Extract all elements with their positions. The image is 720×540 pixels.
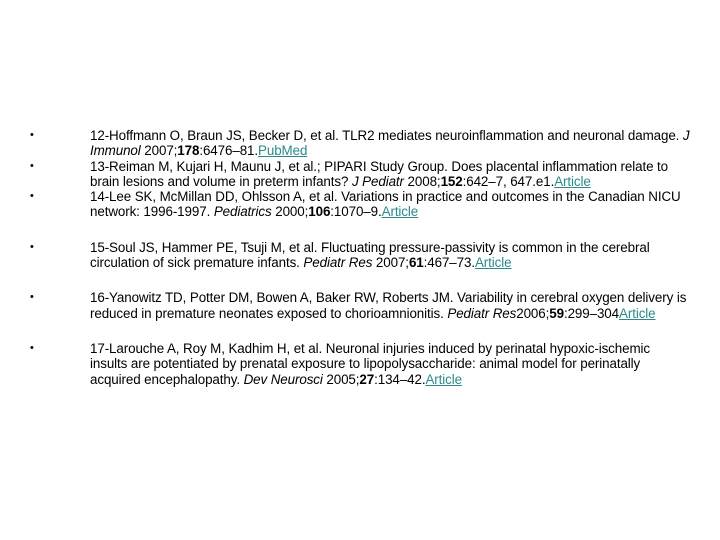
citation-text: :134–42. — [374, 371, 426, 387]
reference-item — [30, 128, 690, 159]
journal-name: Pediatr Res — [447, 305, 517, 321]
citation-text: :299–304 — [563, 305, 620, 321]
citation-text: 16-Yanowitz TD, Potter DM, Bowen A, Baker RW, Roberts JM. Variability in cerebral oxygen delivery is reduced in premature neonates exposed to chorioamnionitis. — [90, 290, 687, 321]
bullet-icon: • — [30, 291, 34, 304]
volume-number: 61 — [408, 255, 424, 271]
bullet-icon: • — [30, 190, 34, 203]
volume-number: 178 — [177, 143, 200, 159]
citation-text: 2000; — [271, 204, 309, 220]
citation-text: :642–7, 647.e1. — [462, 173, 555, 189]
article-link[interactable]: Article — [554, 173, 591, 189]
bullet-icon: • — [30, 341, 34, 354]
reference-item — [30, 341, 690, 387]
journal-name: Pediatr Res — [303, 255, 373, 271]
bullet-icon: • — [30, 159, 34, 172]
volume-number: 152 — [440, 173, 463, 189]
citation-text: 2005; — [322, 371, 360, 387]
reference-text — [90, 341, 650, 387]
volume-number: 59 — [549, 305, 564, 321]
reference-item — [30, 240, 690, 271]
article-link[interactable]: Article — [619, 305, 656, 321]
volume-number: 27 — [359, 371, 375, 387]
reference-item — [30, 159, 690, 190]
citation-text: :6476–81. — [199, 143, 259, 159]
journal-name: Pediatrics — [213, 204, 272, 220]
reference-text — [90, 128, 690, 158]
citation-text: 13-Reiman M, Kujari H, Maunu J, et al.; PIPARI Study Group. Does placental inflammation relate to brain lesions and volume in preterm infants? — [90, 158, 669, 189]
journal-name: J Immunol — [90, 128, 690, 159]
volume-number: 106 — [308, 204, 331, 220]
article-link[interactable]: Article — [474, 255, 512, 271]
reference-text — [90, 290, 686, 320]
journal-name: J Pediatr — [351, 173, 404, 189]
citation-text: :467–73. — [423, 255, 475, 271]
reference-item — [30, 290, 690, 321]
citation-text: 15-Soul JS, Hammer PE, Tsuji M, et al. Fluctuating pressure-passivity is common in the cerebral circulation of sick premature infants. — [90, 239, 650, 271]
citation-text: 2007; — [372, 255, 409, 271]
citation-text: :1070–9. — [330, 204, 382, 220]
citation-text: 12-Hoffmann O, Braun JS, Becker D, et al. TLR2 mediates neuroinflammation and neuronal damage. — [90, 128, 683, 143]
pubmed-link[interactable]: PubMed — [258, 143, 308, 159]
citation-text: 2006; — [516, 305, 550, 321]
citation-text: 14-Lee SK, McMillan DD, Ohlsson A, et al. Variations in practice and outcomes in the Canadian NICU network: 1996-1997. — [90, 189, 681, 220]
article-link[interactable]: Article — [381, 204, 419, 220]
reference-text — [90, 189, 681, 219]
journal-name: Dev Neurosci — [243, 371, 323, 387]
bullet-icon: • — [30, 129, 34, 141]
article-link[interactable]: Article — [425, 371, 462, 387]
bullet-icon: • — [30, 240, 34, 253]
reference-text — [90, 159, 668, 189]
reference-text — [90, 240, 650, 270]
citation-text: 17-Larouche A, Roy M, Kadhim H, et al. Neuronal injuries induced by perinatal hypoxic-ischemic insults are potentiated by prenatal exposure to lipopolysaccharide: animal model for perinatally acquired encephalopathy. — [90, 340, 650, 387]
reference-item — [30, 189, 690, 220]
citation-text: 2007; — [140, 143, 178, 159]
citation-text: 2008; — [403, 173, 441, 189]
reference-list — [30, 128, 690, 387]
